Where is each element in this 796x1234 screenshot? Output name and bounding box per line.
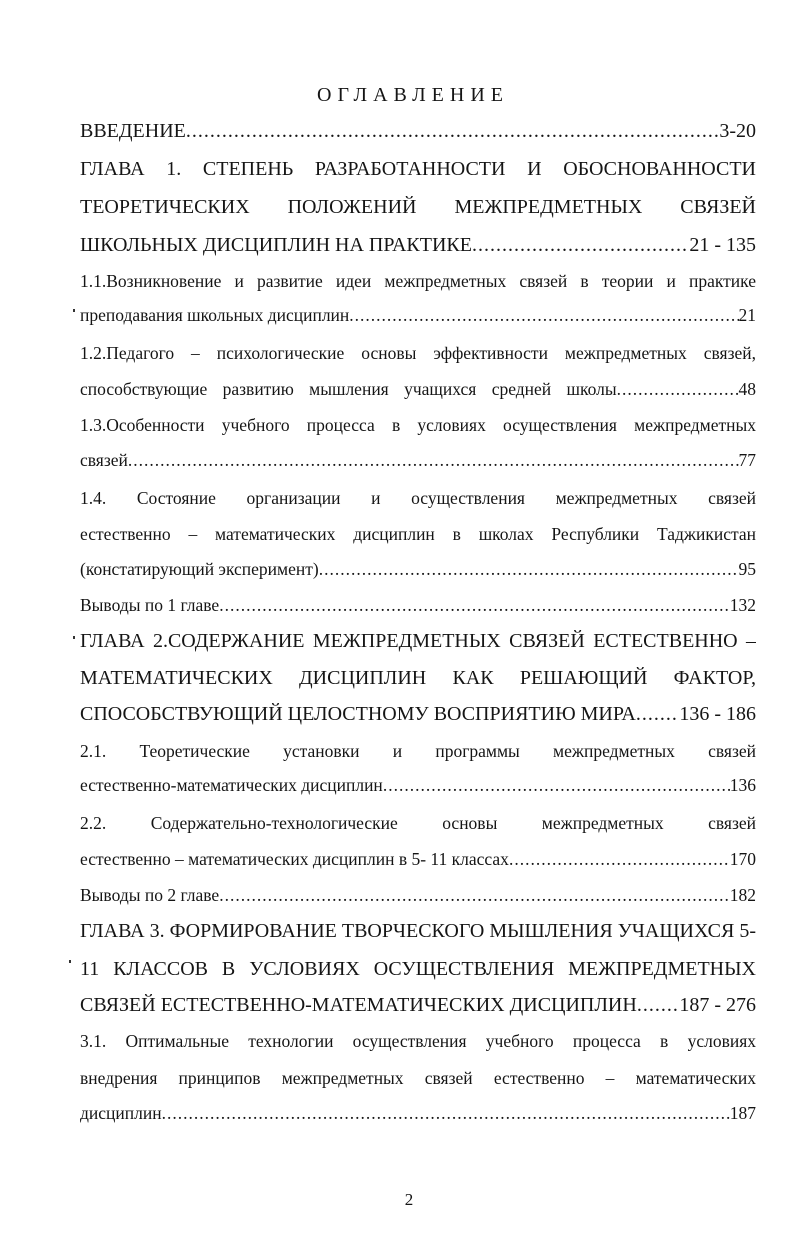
leader-dots — [637, 988, 680, 1022]
toc-entry-text: способствующие развитию мышления учащихся средней школы — [80, 379, 617, 399]
toc-entry-section-2-1[interactable]: 2.1. Теоретические установки и программы межпредметных связей — [80, 741, 756, 761]
toc-entry-section-2-2-end[interactable] — [80, 842, 756, 876]
leader-dots — [617, 372, 739, 406]
toc-entry-section-1-4[interactable]: 1.4. Состояние организации и осуществления межпредметных связей — [80, 488, 756, 508]
toc-entry-section-1-4-end[interactable] — [80, 552, 756, 586]
toc-entry-page: 132 — [729, 595, 756, 615]
toc-entry-conclusions-1[interactable] — [80, 588, 756, 622]
toc-entry-section-1-1-end[interactable] — [80, 298, 756, 332]
toc-entry-section-3-1-end[interactable] — [80, 1096, 756, 1130]
leader-dots — [128, 443, 739, 477]
toc-entry-section-1-3[interactable]: 1.3.Особенности учебного процесса в условиях осуществления межпредметных — [80, 415, 756, 435]
toc-entry-chapter-3[interactable]: ГЛАВА 3. ФОРМИРОВАНИЕ ТВОРЧЕСКОГО МЫШЛЕНИЯ УЧАЩИХСЯ 5- — [80, 920, 756, 942]
toc-entry-chapter-3-cont[interactable]: 11 КЛАССОВ В УСЛОВИЯХ ОСУЩЕСТВЛЕНИЯ МЕЖПРЕДМЕТНЫХ — [80, 958, 756, 980]
toc-entry-section-2-1-end[interactable] — [80, 768, 756, 802]
toc-entry-page: 136 — [729, 775, 756, 795]
toc-entry-text: естественно-математических дисциплин — [80, 775, 383, 795]
toc-entry-page: 48 — [738, 379, 756, 399]
toc-entry-page: 136 - 186 — [679, 703, 756, 725]
toc-entry-page: 21 — [738, 305, 756, 325]
page-number: 2 — [404, 1190, 414, 1209]
toc-entry-chapter-1-end[interactable] — [80, 228, 756, 262]
toc-entry-text: преподавания школьных дисциплин — [80, 305, 350, 325]
toc-entry-section-3-1-cont[interactable]: внедрения принципов межпредметных связей естественно – математических — [80, 1068, 756, 1088]
scan-speck — [69, 960, 71, 963]
toc-entry-text: связей — [80, 450, 128, 470]
toc-entry-conclusions-2[interactable] — [80, 878, 756, 912]
toc-entry-page: 187 — [729, 1103, 756, 1123]
leader-dots — [319, 552, 739, 586]
toc-entry-chapter-2-end[interactable] — [80, 697, 756, 731]
toc-entry-text: СПОСОБСТВУЮЩИЙ ЦЕЛОСТНОМУ ВОСПРИЯТИЮ МИРА — [80, 703, 636, 725]
toc-entry-text: Выводы по 2 главе — [80, 885, 220, 905]
scan-speck — [73, 309, 75, 312]
toc-entry-section-1-3-end[interactable] — [80, 443, 756, 477]
toc-entry-chapter-3-end[interactable] — [80, 988, 756, 1022]
leader-dots — [383, 768, 730, 802]
leader-dots — [349, 298, 738, 332]
toc-entry-page: 187 - 276 — [679, 994, 756, 1016]
leader-dots — [472, 228, 689, 262]
toc-entry-section-1-4-cont[interactable]: естественно – математических дисциплин в школах Республики Таджикистан — [80, 524, 756, 544]
toc-entry-chapter-1-cont[interactable]: ТЕОРЕТИЧЕСКИХ ПОЛОЖЕНИЙ МЕЖПРЕДМЕТНЫХ СВЯЗЕЙ — [80, 196, 756, 218]
toc-entry-page: 95 — [738, 559, 756, 579]
leader-dots — [219, 878, 730, 912]
toc-entry-page: 21 - 135 — [689, 234, 756, 256]
toc-entry-section-1-1[interactable]: 1.1.Возникновение и развитие идеи межпредметных связей в теории и практике — [80, 271, 756, 291]
leader-dots — [219, 588, 730, 622]
toc-entry-text: дисциплин — [80, 1103, 162, 1123]
toc-entry-page: 170 — [729, 849, 756, 869]
toc-entry-section-2-2[interactable]: 2.2. Содержательно-технологические основы межпредметных связей — [80, 813, 756, 833]
scan-speck — [73, 636, 75, 639]
leader-dots — [162, 1096, 730, 1130]
toc-entry-chapter-1[interactable]: ГЛАВА 1. СТЕПЕНЬ РАЗРАБОТАННОСТИ И ОБОСНОВАННОСТИ — [80, 158, 756, 180]
toc-entry-text: Выводы по 1 главе — [80, 595, 220, 615]
toc-entry-page: 182 — [729, 885, 756, 905]
leader-dots — [509, 842, 730, 876]
toc-entry-chapter-2[interactable]: ГЛАВА 2.СОДЕРЖАНИЕ МЕЖПРЕДМЕТНЫХ СВЯЗЕЙ ЕСТЕСТВЕННО – — [80, 630, 756, 652]
toc-entry-section-1-2[interactable]: 1.2.Педагого – психологические основы эффективности межпредметных связей, — [80, 343, 756, 363]
toc-entry-text: ШКОЛЬНЫХ ДИСЦИПЛИН НА ПРАКТИКЕ — [80, 234, 472, 256]
toc-entry-text: естественно – математических дисциплин в 5- 11 классах — [80, 849, 509, 869]
leader-dots — [186, 114, 719, 148]
toc-entry-section-3-1[interactable]: 3.1. Оптимальные технологии осуществления учебного процесса в условиях — [80, 1031, 756, 1051]
toc-entry-text: СВЯЗЕЙ ЕСТЕСТВЕННО-МАТЕМАТИЧЕСКИХ ДИСЦИПЛИН — [80, 994, 637, 1016]
page-title: ОГЛАВЛЕНИЕ — [317, 84, 509, 106]
toc-entry-text: (констатирующий эксперимент) — [80, 559, 319, 579]
toc-entry-page: 77 — [738, 450, 756, 470]
toc-entry-section-1-2-end[interactable] — [80, 372, 756, 406]
toc-entry-chapter-2-cont[interactable]: МАТЕМАТИЧЕСКИХ ДИСЦИПЛИН КАК РЕШАЮЩИЙ ФАКТОР, — [80, 667, 756, 689]
toc-entry-text: ВВЕДЕНИЕ — [80, 120, 186, 142]
leader-dots — [636, 697, 679, 731]
toc-entry-introduction[interactable] — [80, 114, 756, 148]
toc-entry-page: 3-20 — [719, 120, 756, 142]
